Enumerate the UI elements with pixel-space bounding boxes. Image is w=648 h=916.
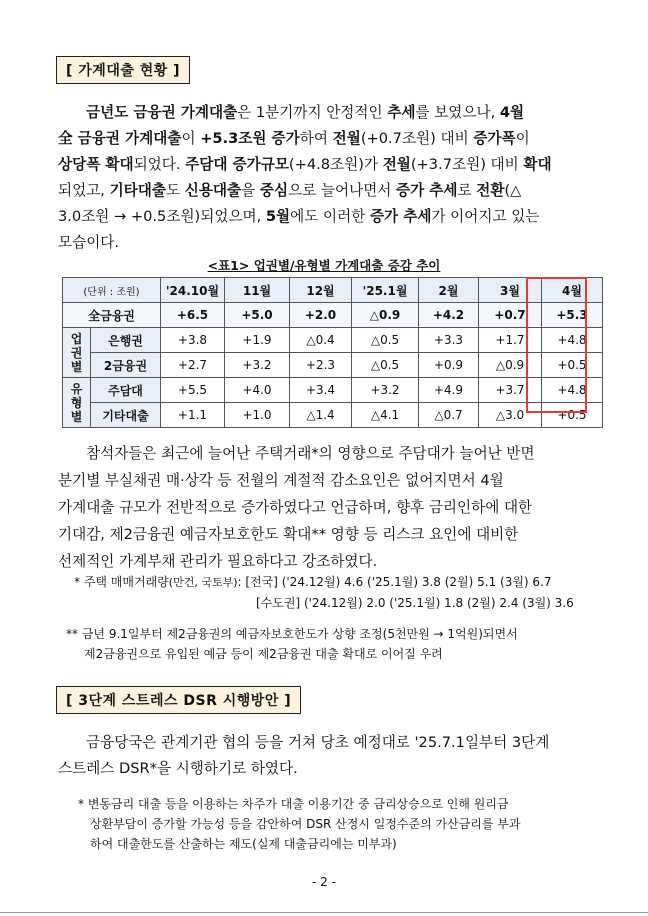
note3-line-1: * 변동금리 대출 등을 이용하는 차주가 대출 이용기간 중 금리상승으로 인해 원리금 xyxy=(78,797,509,811)
header-cell: 3월 xyxy=(479,278,542,303)
header-cell: 2월 xyxy=(419,278,479,303)
para1-line-4: 되었고, 기타대출도 신용대출을 중심으로 늘어나면서 증가 추세로 전환(△ xyxy=(58,182,522,199)
group-label-by-sector: 업 권 별 xyxy=(63,328,91,378)
table-cell: +3.8 xyxy=(161,328,225,353)
table-cell: +1.1 xyxy=(161,403,225,428)
table-cell: +1.9 xyxy=(225,328,290,353)
footnote-housing-transactions xyxy=(74,572,594,613)
table-row xyxy=(63,328,603,353)
section-heading-stress-dsr: [ 3단계 스트레스 DSR 시행방안 ] xyxy=(56,686,301,714)
paragraph-household-loan-status xyxy=(58,100,592,256)
table-header-row xyxy=(63,278,603,303)
table-cell: +5.0 xyxy=(225,303,290,328)
table-cell: +4.8 xyxy=(542,378,603,403)
table-cell: △4.1 xyxy=(352,403,419,428)
table-cell: △0.4 xyxy=(290,328,352,353)
para2-line-3: 가계대출 규모가 전반적으로 증가하였다고 언급하며, 향후 금리인하에 대한 xyxy=(58,499,533,516)
table-cell: +3.2 xyxy=(225,353,290,378)
table-cell: +3.4 xyxy=(290,378,352,403)
para1-line-5: 3.0조원 → +0.5조원)되었으며, 5월에도 이러한 증가 추세가 이어지고 있는 xyxy=(58,208,540,225)
table-caption: <표1> 업권별/유형별 가계대출 증감 추이 xyxy=(207,258,441,273)
header-cell: 11월 xyxy=(225,278,290,303)
row-label: 주담대 xyxy=(91,378,161,403)
row-label: 2금융권 xyxy=(91,353,161,378)
table-cell: +0.5 xyxy=(542,403,603,428)
para2-line-4: 기대감, 제2금융권 예금자보호한도 확대** 영향 등 리스크 요인에 대비한 xyxy=(58,526,519,543)
table-cell: △0.5 xyxy=(352,353,419,378)
table-row xyxy=(63,403,603,428)
header-cell: 4월 xyxy=(542,278,603,303)
note3-line-2: 상환부담이 증가할 가능성 등을 감안하여 DSR 산정시 일정수준의 가산금리를 부과 xyxy=(90,817,521,831)
table-cell: +1.7 xyxy=(479,328,542,353)
table-cell: +2.0 xyxy=(290,303,352,328)
group-label-by-type: 유 형 별 xyxy=(63,378,91,428)
table-cell: +4.0 xyxy=(225,378,290,403)
table-cell: △0.9 xyxy=(352,303,419,328)
para1-line-6: 모습이다. xyxy=(58,234,120,251)
row-label: 기타대출 xyxy=(91,403,161,428)
footnote-stress-dsr-definition xyxy=(78,794,598,854)
table-row xyxy=(63,353,603,378)
row-label: 은행권 xyxy=(91,328,161,353)
footer-divider xyxy=(0,912,648,913)
para3-line-2: 스트레스 DSR*을 시행하기로 하였다. xyxy=(58,760,298,777)
table-cell: +4.8 xyxy=(542,328,603,353)
para2-line-5: 선제적인 가계부채 관리가 필요하다고 강조하였다. xyxy=(58,553,378,570)
table-cell: +4.9 xyxy=(419,378,479,403)
table-cell: △3.0 xyxy=(479,403,542,428)
table-cell: △0.7 xyxy=(419,403,479,428)
header-cell: 12월 xyxy=(290,278,352,303)
para1-line-2: 全 금융권 가계대출이 +5.3조원 증가하여 전월(+0.7조원) 대비 증가폭이 xyxy=(58,130,530,147)
page-number: - 2 - xyxy=(312,875,336,889)
section-heading-household-loans: [ 가계대출 현황 ] xyxy=(56,56,190,84)
note1-line-2: [수도권] ('24.12월) 2.0 ('25.1월) 1.8 (2월) 2.4 (3월) 3.6 xyxy=(256,596,574,610)
note3-line-3: 하여 대출한도를 산출하는 제도(실제 대출금리에는 미부과) xyxy=(90,837,397,851)
table-cell: +5.3 xyxy=(542,303,603,328)
table-cell: △0.5 xyxy=(352,328,419,353)
para2-line-2: 분기별 부실채권 매·상각 등 전월의 계절적 감소요인은 없어지면서 4월 xyxy=(58,472,504,489)
note2-line-2: 제2금융권으로 유입된 예금 등이 제2금융권 대출 확대로 이어질 우려 xyxy=(84,647,443,661)
table-row xyxy=(63,378,603,403)
table-cell: +0.9 xyxy=(419,353,479,378)
table-unit: (단위 : 조원) xyxy=(83,286,140,298)
household-loan-table xyxy=(62,277,603,428)
table-cell: +2.7 xyxy=(161,353,225,378)
table-cell: +0.5 xyxy=(542,353,603,378)
footnote-deposit-protection xyxy=(66,624,596,664)
table-cell: △1.4 xyxy=(290,403,352,428)
table-cell: +1.0 xyxy=(225,403,290,428)
table-cell: +5.5 xyxy=(161,378,225,403)
para3-line-1: 금융당국은 관계기관 협의 등을 거쳐 당초 예정대로 '25.7.1일부터 3단계 xyxy=(86,734,550,751)
para1-line-3: 상당폭 확대되었다. 주담대 증가규모(+4.8조원)가 전월(+3.7조원) 대비 확대 xyxy=(58,156,552,173)
table-cell: +3.3 xyxy=(419,328,479,353)
paragraph-stress-dsr xyxy=(58,730,592,782)
table-cell: +2.3 xyxy=(290,353,352,378)
table-cell: +3.7 xyxy=(479,378,542,403)
table-cell: +0.7 xyxy=(479,303,542,328)
table-cell: +4.2 xyxy=(419,303,479,328)
header-cell: '25.1월 xyxy=(352,278,419,303)
row-label: 全금융권 xyxy=(63,303,161,328)
note2-line-1: ** 금년 9.1일부터 제2금융권의 예금자보호한도가 상향 조정(5천만원 → 1억원)되면서 xyxy=(66,627,518,641)
note1-line-1: * 주택 매매거래량(만건, 국토부): [전국] ('24.12월) 4.6 ('25.1월) 3.8 (2월) 5.1 (3월) 6.7 xyxy=(74,575,552,589)
table-cell: +3.2 xyxy=(352,378,419,403)
para2-line-1: 참석자들은 최근에 늘어난 주택거래*의 영향으로 주담대가 늘어난 반면 xyxy=(86,445,535,462)
paragraph-participants xyxy=(58,440,592,575)
para1-line-1: 금년도 금융권 가계대출은 1분기까지 안정적인 추세를 보였으나, 4월 xyxy=(86,104,525,121)
table-row-total xyxy=(63,303,603,328)
header-cell: '24.10월 xyxy=(161,278,225,303)
table-cell: +6.5 xyxy=(161,303,225,328)
table-cell: △0.9 xyxy=(479,353,542,378)
